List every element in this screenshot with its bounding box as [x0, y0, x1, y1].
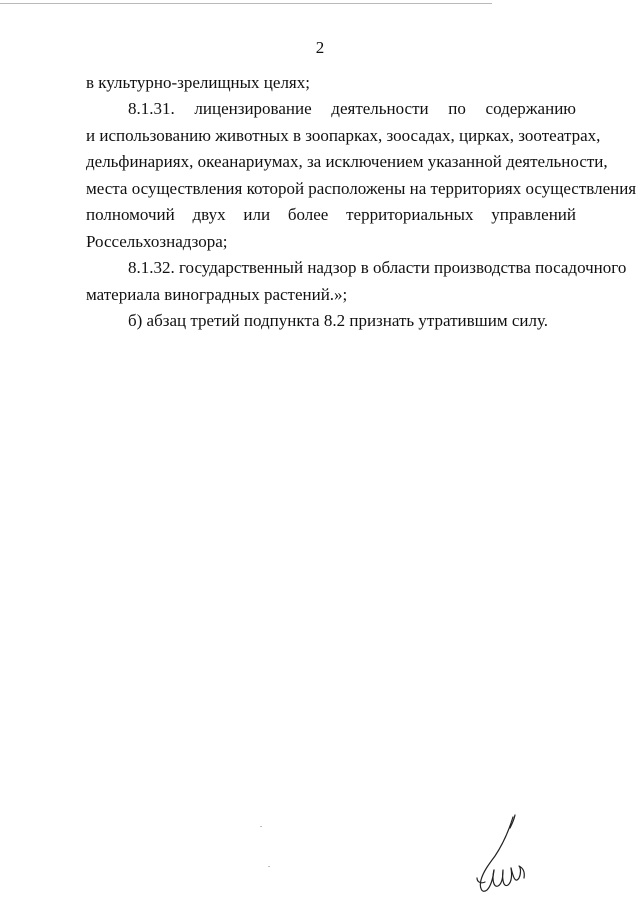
text-line: Россельхознадзора;	[86, 231, 228, 251]
text-line: дельфинариях, океанариумах, за исключением указанной деятельности,	[86, 152, 608, 171]
text-line: 8.1.32. государственный надзор в области производства посадочного	[128, 258, 627, 277]
text-line: б) абзац третий подпункта 8.2 признать утратившим силу.	[128, 311, 549, 330]
page-number: 2	[315, 38, 325, 57]
text-line: 8.1.31. лицензирование деятельности по содержанию	[128, 99, 576, 118]
paragraph-item-8-1-32	[86, 255, 627, 308]
paragraph-item-b	[86, 308, 576, 335]
text-line: в культурно-зрелищных целях;	[86, 73, 310, 92]
text-line: материала виноградных растений.»;	[86, 284, 348, 304]
text-line: и использованию животных в зоопарках, зоосадах, цирках, зоотеатрах,	[86, 125, 601, 145]
scan-speck	[268, 866, 270, 867]
text-line: полномочий двух или более территориальных управлений	[86, 205, 576, 224]
scan-edge-line	[0, 3, 492, 4]
paragraph-item-8-1-31	[86, 96, 637, 255]
paragraph-continuation	[86, 70, 576, 97]
text-line: места осуществления которой расположены на территориях осуществления	[86, 178, 637, 198]
scan-speck	[260, 826, 262, 827]
handwritten-signature-icon	[455, 812, 535, 897]
